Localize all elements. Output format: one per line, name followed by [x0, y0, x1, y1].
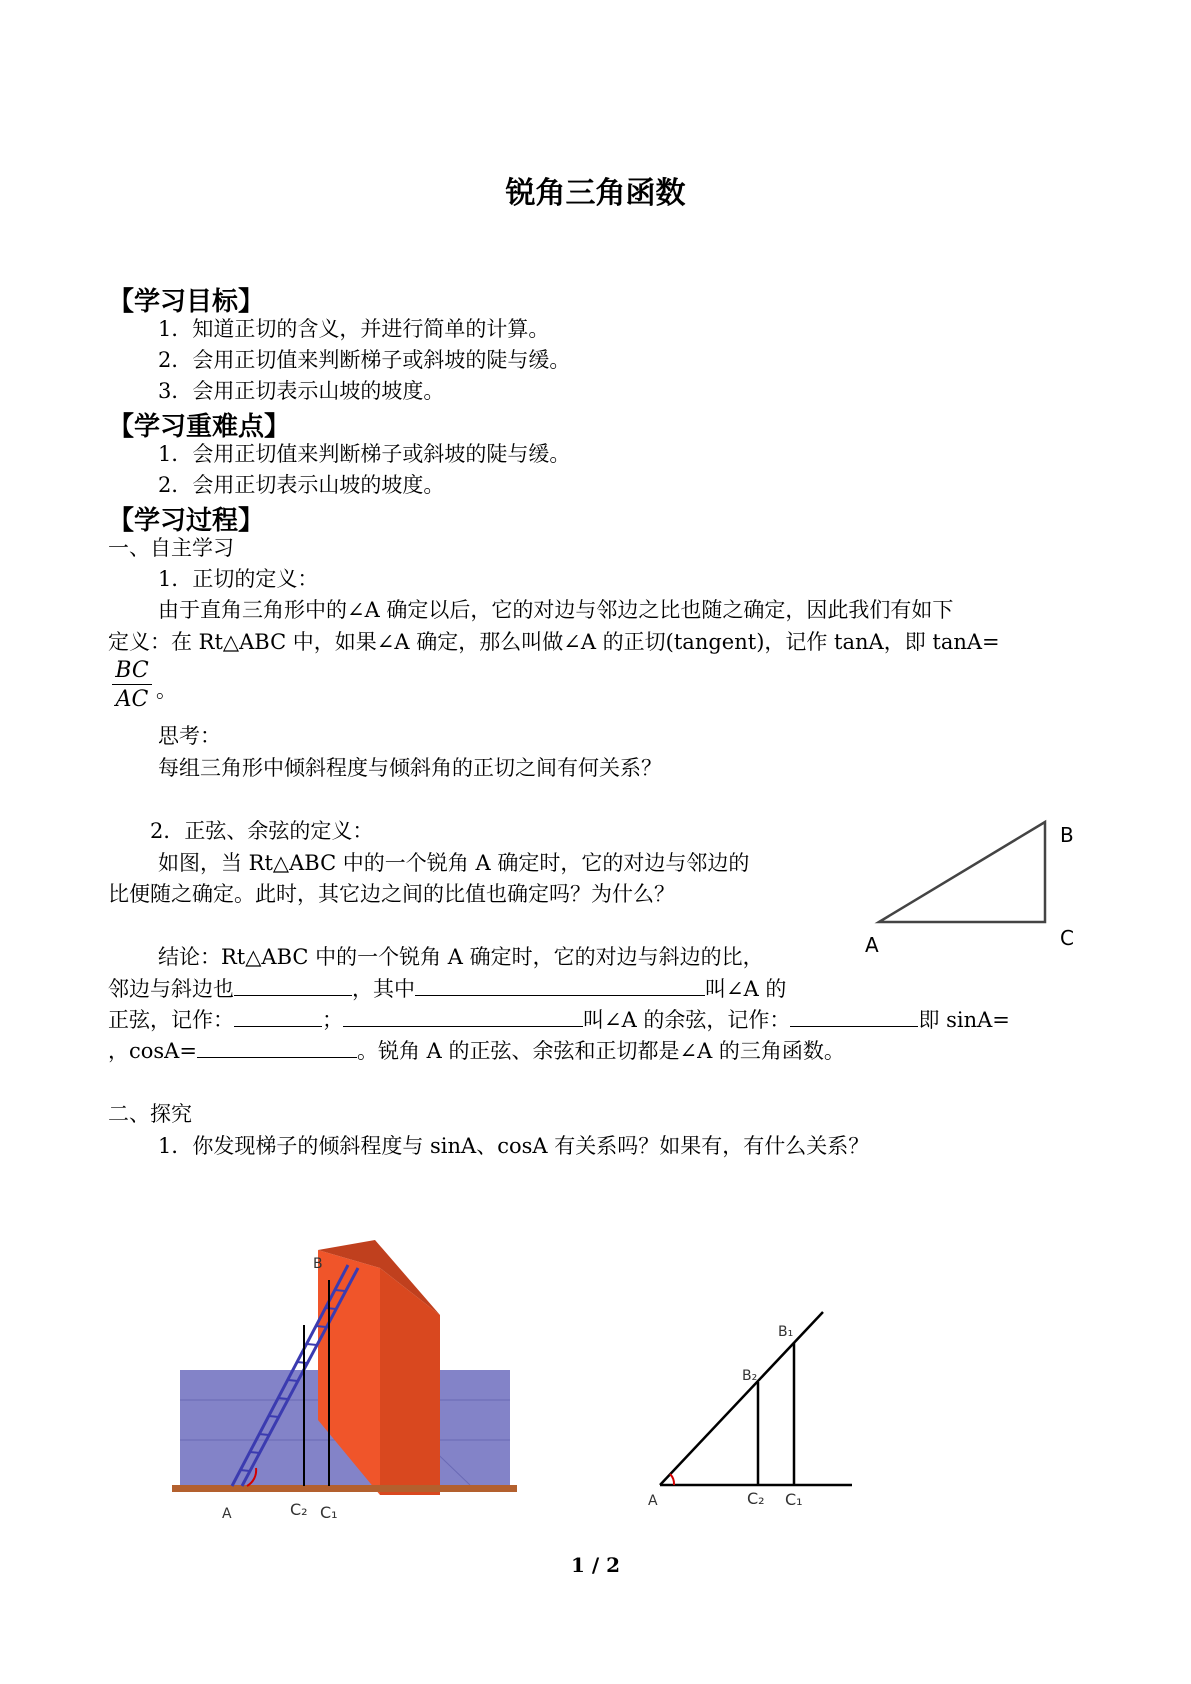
- sin-cos-text: 比便随之确定。此时，其它边之间的比值也确定吗？为什么？: [108, 882, 675, 906]
- label-c2: C₂: [747, 1489, 765, 1508]
- label-b1: B₁: [778, 1324, 794, 1340]
- part2-heading: 二、探究: [108, 1102, 192, 1126]
- keypoints-heading: 【学习重难点】: [108, 412, 291, 442]
- ground-strip: [172, 1485, 517, 1492]
- similar-triangles-figure: [630, 1300, 860, 1510]
- label-b: B: [313, 1256, 323, 1272]
- hypotenuse-line: [660, 1312, 823, 1485]
- conclusion-text: [108, 1004, 1010, 1034]
- fraction-denominator: AC: [115, 687, 149, 712]
- triangle-abc: [879, 822, 1045, 922]
- conclusion-text: 结论：Rt△ABC 中的一个锐角 A 确定时，它的对边与斜边的比，: [158, 945, 764, 969]
- right-triangle-figure: [860, 812, 1100, 962]
- objective-item: 2．会用正切值来判断梯子或斜坡的陡与缓。: [158, 348, 571, 372]
- fill-blank[interactable]: [197, 1037, 357, 1058]
- keypoint-item: 2．会用正切表示山坡的坡度。: [158, 473, 445, 497]
- label-a: A: [648, 1493, 658, 1509]
- definition-text: 定义：在 Rt△ABC 中，如果∠A 确定，那么叫做∠A 的正切(tangent)，记作 tanA，即 tanA=: [108, 630, 1000, 654]
- think-question: 每组三角形中倾斜程度与倾斜角的正切之间有何关系？: [158, 756, 662, 780]
- fill-blank[interactable]: [234, 1006, 322, 1027]
- objectives-heading: 【学习目标】: [108, 287, 265, 317]
- conclusion-fragment: ，其中: [352, 977, 415, 1001]
- process-heading: 【学习过程】: [108, 506, 265, 536]
- conclusion-fragment: 叫∠A 的余弦，记作：: [583, 1008, 791, 1032]
- conclusion-fragment: 。锐角 A 的正弦、余弦和正切都是∠A 的三角函数。: [356, 1039, 845, 1063]
- conclusion-fragment: 正弦，记作：: [108, 1008, 234, 1032]
- ladder-wall-figure: [170, 1240, 520, 1540]
- fill-blank[interactable]: [343, 1006, 583, 1027]
- fill-blank[interactable]: [790, 1006, 918, 1027]
- part1-heading: 一、自主学习: [108, 536, 234, 560]
- objective-item: 3．会用正切表示山坡的坡度。: [158, 379, 445, 403]
- label-c2: C₂: [290, 1500, 308, 1519]
- item1-label: 1．正切的定义：: [158, 567, 319, 591]
- explore-question: 1．你发现梯子的倾斜程度与 sinA、cosA 有关系吗？如果有，有什么关系？: [158, 1134, 870, 1158]
- fraction-end: 。: [156, 678, 177, 702]
- sin-cos-text: 如图，当 Rt△ABC 中的一个锐角 A 确定时，它的对边与邻边的: [158, 851, 750, 875]
- label-a: A: [222, 1506, 232, 1522]
- conclusion-text: [108, 1035, 845, 1065]
- fraction-numerator: BC: [112, 658, 152, 685]
- label-c: C: [1060, 926, 1074, 950]
- item2-label: 2．正弦、余弦的定义：: [150, 819, 374, 843]
- label-b2: B₂: [742, 1368, 758, 1384]
- conclusion-text: [108, 973, 786, 1003]
- tan-fraction: [112, 658, 152, 712]
- conclusion-fragment: ；: [322, 1008, 343, 1032]
- page-number: 1 / 2: [570, 1553, 621, 1577]
- definition-text: 由于直角三角形中的∠A 确定以后，它的对边与邻边之比也随之确定，因此我们有如下: [158, 598, 954, 622]
- keypoint-item: 1．会用正切值来判断梯子或斜坡的陡与缓。: [158, 442, 571, 466]
- page-title: 锐角三角函数: [505, 176, 686, 211]
- wall-side: [380, 1268, 440, 1495]
- label-b: B: [1060, 823, 1074, 847]
- conclusion-fragment: 邻边与斜边也: [108, 977, 234, 1001]
- fill-blank[interactable]: [415, 975, 705, 996]
- conclusion-fragment: ，cosA=: [108, 1039, 197, 1063]
- label-c1: C₁: [785, 1490, 803, 1509]
- conclusion-fragment: 叫∠A 的: [705, 977, 787, 1001]
- label-c1: C₁: [320, 1503, 338, 1522]
- objective-item: 1．知道正切的含义，并进行简单的计算。: [158, 317, 550, 341]
- fill-blank[interactable]: [234, 975, 352, 996]
- label-a: A: [865, 933, 879, 957]
- conclusion-fragment: 即 sinA=: [918, 1008, 1010, 1032]
- think-label: 思考：: [158, 724, 221, 748]
- angle-mark: [670, 1474, 674, 1485]
